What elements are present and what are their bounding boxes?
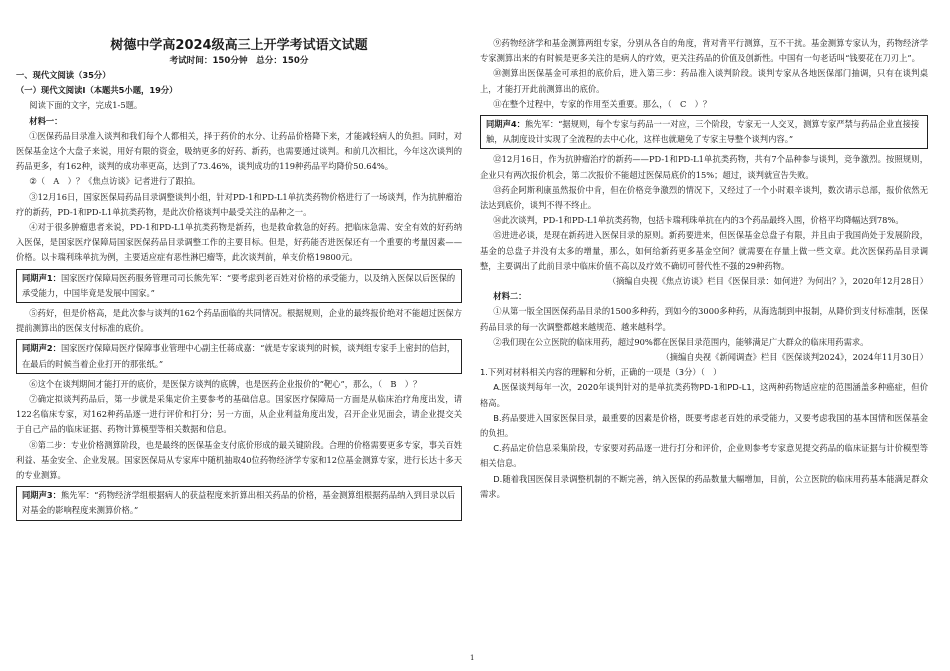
paragraph-10: ⑩测算出医保基金可承担的底价后，进入第三步：药品准入谈判阶段。谈判专家从各地医保部门抽调，只有在谈判桌上，才能打开此前测算出的底价。 xyxy=(480,68,928,94)
quote-label-2: 同期声2： xyxy=(22,343,61,354)
subsection-heading: （一）现代文阅读Ⅰ（本题共5小题，19分） xyxy=(16,85,178,96)
quote-label-4: 同期声4： xyxy=(486,119,525,130)
question-1-option-c: C.药品定价信息采集阶段，专家要对药品逐一进行打分和评价，企业则参考专家意见提交药品的临床证据与计价模型等相关信息。 xyxy=(480,443,928,469)
quote-text-3: 熊先军：“药物经济学组根据病人的获益程度来折算出相关药品的价格，基金测算组根据药品纳入到目录以后对基金的影响程度来测算价格。” xyxy=(22,490,456,516)
exam-title: 树德中学高2024级高三上开学考试语文试题 xyxy=(110,38,368,53)
paragraph-4: ④对于很多肿瘤患者来说，PD-1和PD-L1单抗类药物是新药，也是救命救急的好药。把临床急需、安全有效的好药纳入医保，是国家医疗保障局国家医保药品目录调整工作的主要目标。但是，好药能否进医保还有一个重要的考量因素——价格。以卡瑞利珠单抗为例，主要适应症有恶性淋巴瘤等，此次谈判前，单支价格19800元。 xyxy=(16,222,462,263)
quote-label-1: 同期声1： xyxy=(22,272,61,283)
quote-text-1: 国家医疗保障局医药服务管理司司长熊先军：“要考虑到老百姓对价格的承受能力，以及纳入医保以后医保的承受能力，中国毕竟是发展中国家。” xyxy=(22,272,456,298)
exam-meta: 考试时间：150分钟 总分：150分 xyxy=(169,56,309,66)
paragraph-11: ⑪在整个过程中，专家的作用至关重要。那么，（ C ）？ xyxy=(493,98,712,109)
quote-box-2 xyxy=(16,339,462,373)
question-1-option-b: B.药品要进入国家医保目录，最重要的因素是价格，既要考虑老百姓的承受能力，又要考虑我国的基本国情和医保基金的负担。 xyxy=(480,412,928,439)
quote-label-3: 同期声3： xyxy=(22,490,61,501)
source-citation-1: （摘编自央视《焦点访谈》栏目《医保目录：如何进？为何出？》，2020年12月28日） xyxy=(607,276,928,287)
question-1-option-d: D.随着我国医保目录调整机制的不断完善，纳入医保的药品数量大幅增加，目前，公立医院的临床用药基本能满足群众需求。 xyxy=(480,473,928,499)
instruction-text: 阅读下面的文字，完成1-5题。 xyxy=(29,100,143,111)
paragraph-12: ⑫12月16日，作为抗肿瘤治疗的新药——PD-1和PD-L1单抗类药物，共有7个品种参与谈判，竞争激烈。按照规则，企业只有两次报价机会，第二次报价不能超过医保局底价的15%；超过，谈判就宣告失败。 xyxy=(480,154,928,180)
paragraph-13: ⑬药企阿斯利康虽然报价中肯，但在价格竞争激烈的情况下，又经过了一个小时艰辛谈判，数次请示总部，报价依然无法达到底价，谈判不得不终止。 xyxy=(480,184,928,211)
paragraph-5: ⑤药好，但是价格高，是此次参与谈判的162个药品面临的共同情况。根据规则，企业的最终报价绝对不能超过医保方提前测算出的医保支付标准的底价。 xyxy=(16,308,462,334)
right-column xyxy=(480,36,928,502)
quote-box-4 xyxy=(480,115,928,149)
paragraph-8: ⑧第二步：专业价格测算阶段，也是最终的医保基金支付底价形成的最关键阶段。合理的价格需要更多专家，事关百姓利益、基金安全、企业发展。国家医保局从专家库中随机抽取40位药物经济学专家和12位基金测算专家，进行长达十多天的专业测算。 xyxy=(16,439,462,481)
paragraph-6: ⑥这个在谈判期间才能打开的底价，是医保方谈判的底牌，也是医药企业报价的“靶心”，那么，（ B ）？ xyxy=(29,378,422,389)
material-one-label: 材料一： xyxy=(29,115,63,126)
quote-text-4: 熊先军：“据规则，每个专家与药品一一对应，三个阶段，专家无一人交叉，测算专家严禁与药品企业直接接触，从制度设计实现了全流程的去中心化，这样也就避免了专家主导整个谈判内容。” xyxy=(486,119,920,145)
material-two-paragraph-2: ②我们现在公立医院的临床用药，超过90%都在医保目录范围内，能够满足广大群众的临床用药需求。 xyxy=(493,336,869,347)
page-number: 1 xyxy=(470,654,475,662)
paragraph-3: ③12月16日，国家医保局药品目录调整谈判小组，针对PD-1和PD-L1单抗类药物价格进行了一场谈判，作为抗肿瘤治疗的新药，PD-1和PD-L1单抗类药物，是此次价格谈判中最受关注的品种之一。 xyxy=(16,191,462,217)
question-1-option-a: A.医保谈判每年一次，2020年谈判针对的是单抗类药物PD-1和PD-L1，这两种药物适应症的范围涵盖多种癌症，但价格高。 xyxy=(480,382,928,408)
quote-box-3 xyxy=(16,486,462,520)
paragraph-2: ②（ A ）？《焦点访谈》记者进行了跟拍。 xyxy=(29,176,201,187)
material-two-paragraph-1: ①从第一版全国医保药品目录的1500多种药，到如今的3000多种药，从海选制到申报制，从降价到支付标准制，医保药品目录的每一次调整都越来越规范、越来越科学。 xyxy=(480,306,928,332)
quote-text-2: 国家医疗保障局医疗保障事业管理中心副主任蒋成嘉：“就是专家谈判的时候，谈判组专家手上密封的信封，在最后的时候当着企业打开的那张纸。” xyxy=(22,343,456,369)
paragraph-9: ⑨药物经济学和基金测算两组专家，分别从各自的角度，背对背平行测算，互不干扰。基金测算专家认为，药物经济学专家测算出来的有时候是更多关注的是病人的疗效，更关注药品的价值及创新性。中国有一句老话叫“钱要花在刀刃上”。 xyxy=(480,38,928,64)
paragraph-14: ⑭此次谈判，PD-1和PD-L1单抗类药物，包括卡瑞利珠单抗在内的3个药品最终入围，价格平均降幅达到78%。 xyxy=(493,215,904,226)
source-citation-2: （摘编自央视《新闻调查》栏目《医保谈判2024》，2024年11月30日） xyxy=(661,352,928,363)
material-two-label: 材料二： xyxy=(493,291,527,302)
question-1-stem: 1.下列对材料相关内容的理解和分析，正确的一项是（3分）（ ） xyxy=(480,367,722,378)
section-heading: 一、现代文阅读（35分） xyxy=(16,70,111,80)
paragraph-15: ⑮进进必谈，是现在新药进入医保目录的原则。新药要进来，但医保基金总盘子有限，并且由于我国尚处于发展阶段，基金的总盘子并没有太多的增量，那么，如何给新药更多基金空间？就需要在存量上做一些文章。此次医保药品目录调整，主要调出了此前目录中临床价值不高以及疗效不确切可替代性不强的29种药物。 xyxy=(480,230,928,271)
paragraph-7: ⑦确定拟谈判药品后，第一步就是采集定价主要参考的基础信息。国家医疗保障局一方面是从临床治疗角度出发，请122名临床专家，对162种药品逐一进行评价和打分；另一方面，从企业利益角度出发，召开企业见面会，请企业提交关于自己产品的临床证据、药物计算模型等相关数据和信息。 xyxy=(16,394,462,435)
left-column xyxy=(16,0,462,524)
paragraph-1: ①医保药品目录准入谈判和我们每个人都相关，择于药价的水分、让药品价格降下来，才能减轻病人的负担。同时，对医保基金这个大盘子来说，用好有限的资金，吸纳更多的好药、新药，也需要通过谈判。和前几次相比，今年这次谈判的药品更多，有162种，谈判的成功率更高，达到了73.46%，谈判成功的119种药品平均降价50.64%。 xyxy=(16,130,462,172)
quote-box-1 xyxy=(16,269,462,303)
